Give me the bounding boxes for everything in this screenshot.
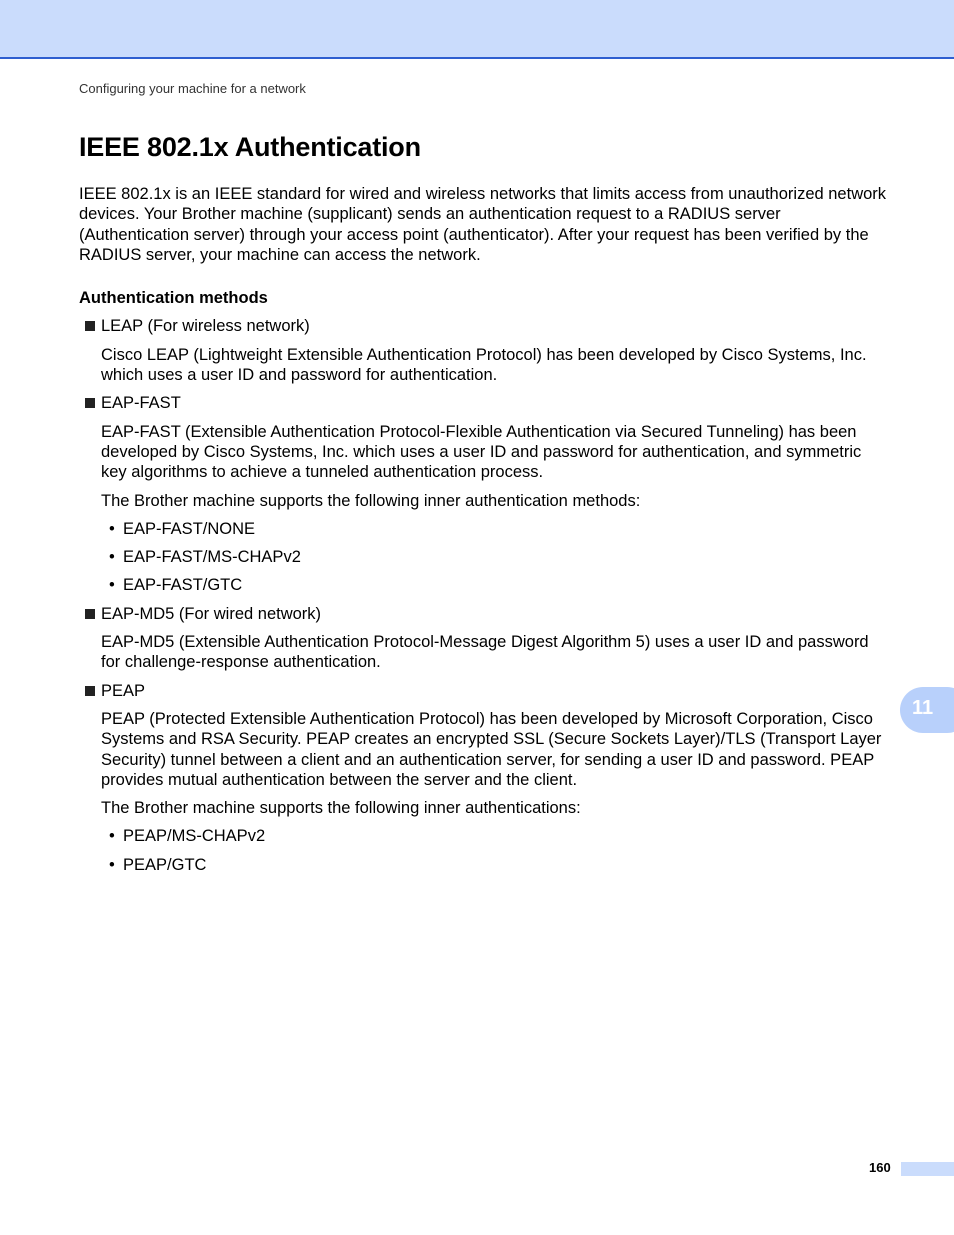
method-description: EAP-MD5 (Extensible Authentication Protocol-Message Digest Algorithm 5) uses a user ID and password for challenge-response authentication. — [101, 633, 869, 672]
square-bullet-icon — [85, 321, 95, 331]
method-peap — [79, 681, 891, 875]
square-bullet-icon — [85, 609, 95, 619]
running-header: Configuring your machine for a network — [79, 81, 306, 96]
section-heading: Authentication methods — [79, 289, 268, 308]
bullet-dot-icon: • — [109, 827, 115, 846]
method-eap-fast — [79, 393, 891, 595]
method-leap — [79, 316, 891, 385]
method-title-text: LEAP (For wireless network) — [101, 317, 310, 336]
list-item-text: PEAP/GTC — [123, 855, 207, 874]
method-title — [79, 393, 891, 413]
page-number: 160 — [869, 1160, 891, 1175]
method-description: Cisco LEAP (Lightweight Extensible Authentication Protocol) has been developed by Cisco Systems, Inc. which uses a user ID and password for authentication. — [101, 345, 867, 385]
method-title-text: EAP-FAST — [101, 394, 181, 413]
bullet-dot-icon: • — [109, 576, 115, 595]
list-item — [101, 519, 891, 539]
inner-methods-intro: The Brother machine supports the following inner authentication methods: — [101, 491, 641, 510]
chapter-tab — [900, 687, 954, 733]
header-band — [0, 0, 954, 59]
list-item-text: EAP-FAST/MS-CHAPv2 — [123, 548, 301, 567]
method-title — [79, 316, 891, 336]
list-item — [101, 855, 891, 875]
list-item-text: EAP-FAST/GTC — [123, 576, 243, 595]
list-item — [101, 826, 891, 846]
list-item-text: PEAP/MS-CHAPv2 — [123, 827, 266, 846]
method-description: EAP-FAST (Extensible Authentication Protocol-Flexible Authentication via Secured Tunneling) has been developed by Cisco Systems, Inc. which uses a user ID and password for authentication, and symmetric key algorithms to achieve a tunneled authentication process. — [101, 422, 862, 482]
method-title-text: EAP-MD5 (For wired network) — [101, 604, 322, 623]
method-description: PEAP (Protected Extensible Authentication Protocol) has been developed by Microsoft Corporation, Cisco Systems and RSA Security. PEAP creates an encrypted SSL (Secure Sockets Layer)/TLS (Transport Layer Security) tunnel between a client and an authentication server, for sending a user ID and password. PEAP provides mutual authentication between the server and the client. — [101, 709, 882, 789]
bullet-dot-icon: • — [109, 519, 115, 538]
method-title — [79, 681, 891, 701]
page-title: IEEE 802.1x Authentication — [79, 132, 421, 162]
intro-paragraph: IEEE 802.1x is an IEEE standard for wired and wireless networks that limits access from unauthorized network devices. Your Brother machine (supplicant) sends an authentication request to a RADIUS server (Authentication server) through your access point (authenticator). After your request has been verified by the RADIUS server, your machine can access the network. — [79, 185, 887, 264]
list-item — [101, 575, 891, 595]
list-item-text: EAP-FAST/NONE — [123, 519, 256, 538]
inner-methods-intro: The Brother machine supports the following inner authentications: — [101, 799, 581, 818]
square-bullet-icon — [85, 398, 95, 408]
chapter-number: 11 — [912, 697, 934, 719]
footer-bar — [901, 1162, 954, 1176]
inner-methods-list — [79, 826, 891, 875]
list-item — [101, 547, 891, 567]
method-eap-md5 — [79, 604, 891, 673]
inner-methods-list — [79, 519, 891, 596]
bullet-dot-icon: • — [109, 855, 115, 874]
square-bullet-icon — [85, 686, 95, 696]
page-content — [79, 184, 891, 883]
method-title — [79, 604, 891, 624]
method-title-text: PEAP — [101, 681, 146, 700]
bullet-dot-icon: • — [109, 548, 115, 567]
